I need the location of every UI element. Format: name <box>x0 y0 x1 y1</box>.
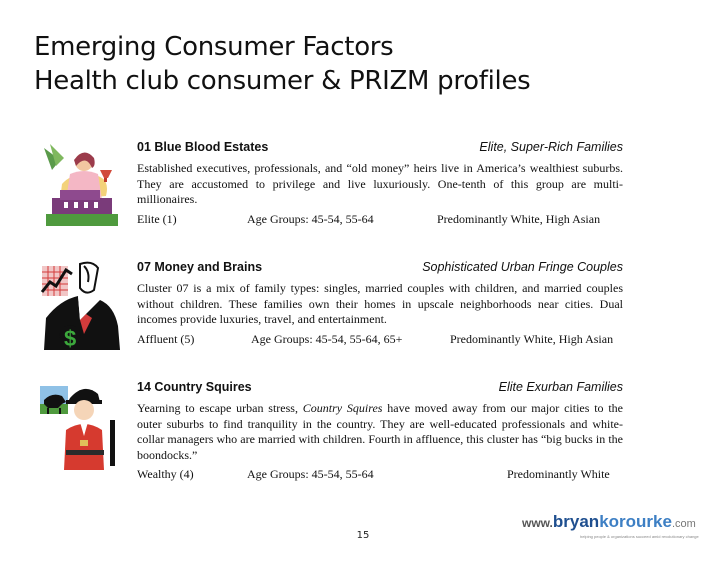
profile-age-groups: Age Groups: 45-54, 55-64 <box>247 211 374 226</box>
brand-logo <box>522 512 707 539</box>
profile-ethnicity: Predominantly White <box>507 467 610 481</box>
profile-meta <box>137 212 623 228</box>
description-end: have moved away from our major cities to the outer suburbs to find tranquility in the country. They are well-educated professionals and white-collar managers who are married with children. Fourth in affluence, this cluster has “big bucks in the boondocks.” <box>137 401 624 462</box>
profile-age-groups: Age Groups: 45-54, 55-64, 65+ <box>251 331 403 346</box>
profile-name: 07 Money and Brains <box>137 260 263 274</box>
profile-meta <box>137 467 623 483</box>
brand-name-part-2: korourke <box>599 512 672 531</box>
profile-tagline: Elite Exurban Families <box>498 380 623 394</box>
description-start: Yearning to escape urban stress, <box>137 401 303 415</box>
profile-affluence: Wealthy (4) <box>137 467 194 481</box>
brand-www: www. <box>522 516 553 530</box>
wealthy-woman-mansion-icon <box>40 140 122 232</box>
brand-tagline: helping people & organizations succeed amid revolutionary change <box>580 534 699 539</box>
brand-name-part-1: bryan <box>552 512 600 531</box>
profile-meta <box>137 332 623 348</box>
description-emphasis: Country Squires <box>302 401 383 415</box>
profile-tagline: Sophisticated Urban Fringe Couples <box>422 260 623 274</box>
slide-title-line-1: Emerging Consumer Factors <box>34 32 394 62</box>
slide-title <box>34 30 530 98</box>
brand-domain: .com <box>671 518 696 530</box>
profile-age-groups: Age Groups: 45-54, 55-64 <box>247 467 374 481</box>
page-number: 15 <box>356 530 370 541</box>
profile-ethnicity: Predominantly White, High Asian <box>450 331 614 346</box>
profile-tagline: Elite, Super-Rich Families <box>479 140 623 154</box>
svg-text:$: $ <box>64 326 77 351</box>
profile-name: 14 Country Squires <box>137 380 252 394</box>
profile-description: Established executives, professionals, and “old money” heirs live in America’s wealthiest suburbs. They are accustomed to privilege and live luxuriously. One-tenth of this group are multi-millionaires. <box>137 161 623 206</box>
profile-description <box>137 401 623 463</box>
profile-description: Cluster 07 is a mix of family types: singles, married couples with children, and married couples without children. These families own their homes in upscale neighborhoods near cities. Dual incomes provide luxuries, travel, and entertainment. <box>137 281 623 326</box>
equestrian-rider-icon <box>40 380 122 472</box>
slide-title-line-2: Health club consumer & PRIZM profiles <box>34 66 531 96</box>
profile-affluence: Affluent (5) <box>137 331 195 346</box>
businessman-dollar-icon <box>40 260 122 352</box>
profile-affluence: Elite (1) <box>137 211 177 226</box>
profile-name: 01 Blue Blood Estates <box>137 140 269 154</box>
brand-wordmark <box>522 512 707 534</box>
profile-ethnicity: Predominantly White, High Asian <box>437 211 601 226</box>
